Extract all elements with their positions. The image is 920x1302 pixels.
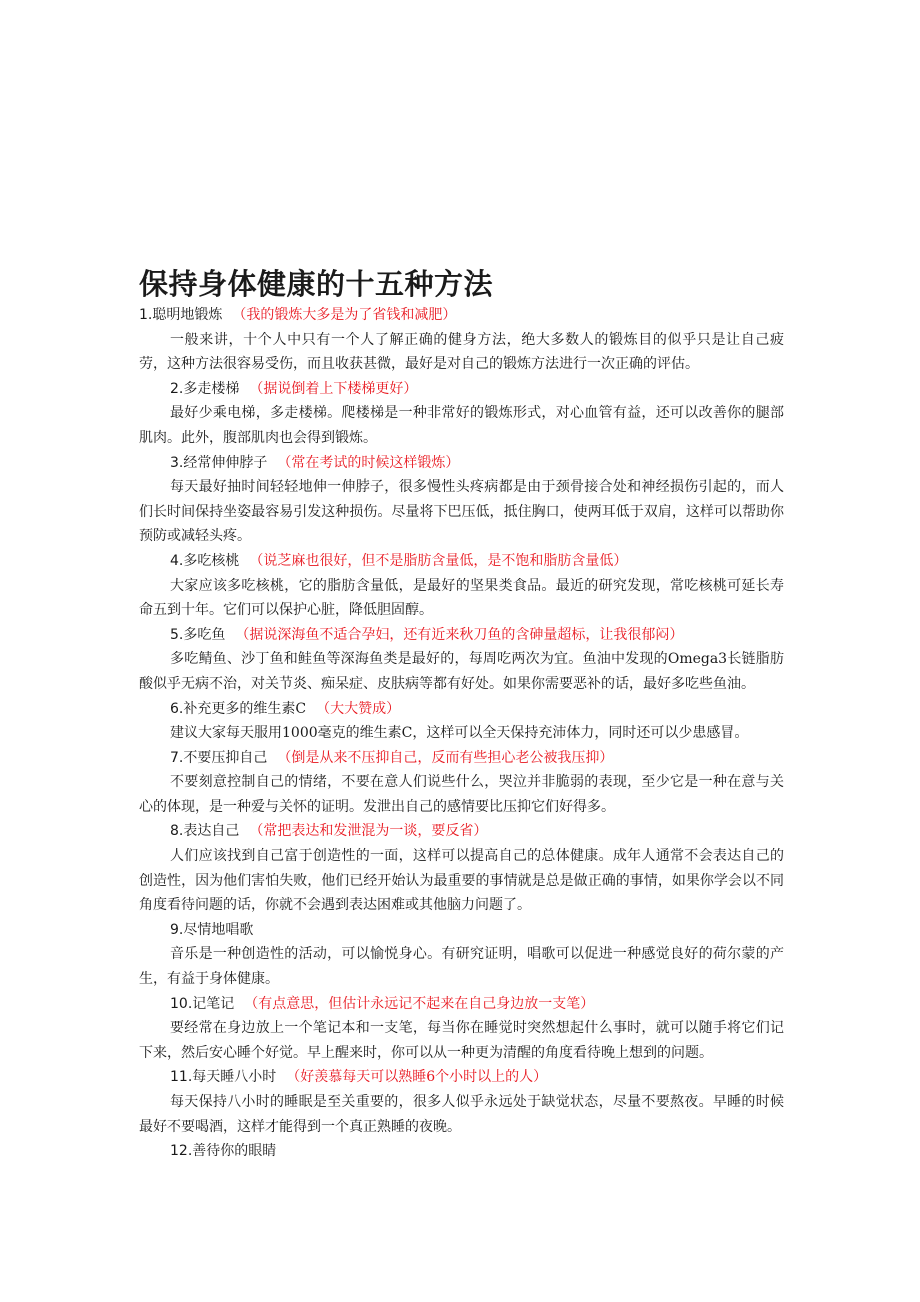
section-number: 3. <box>170 454 184 471</box>
section-heading <box>139 1065 784 1090</box>
section-paragraph: 每天保持八小时的睡眠是至关重要的，很多人似乎永远处于缺觉状态，尽量不要熬夜。早睡的时候最好不要喝酒，这样才能得到一个真正熟睡的夜晚。 <box>139 1094 784 1135</box>
section-comment: （倒是从来不压抑自己，反而有些担心老公被我压抑） <box>277 749 614 766</box>
section-paragraph: 大家应该多吃核桃，它的脂肪含量低，是最好的坚果类食品。最近的研究发现，常吃核桃可延长寿命五到十年。它们可以保护心脏，降低胆固醇。 <box>139 577 784 619</box>
section-heading <box>139 549 784 574</box>
section-heading <box>139 623 784 648</box>
section-title: 不要压抑自己 <box>183 749 268 766</box>
section-number: 7. <box>170 749 184 766</box>
section-title: 聪明地锻炼 <box>152 307 223 323</box>
section-title: 多走楼梯 <box>183 380 240 397</box>
section-heading <box>139 1139 784 1164</box>
section-paragraph: 一般来讲，十个人中只有一个人了解正确的健身方法，绝大多数人的锻炼目的似乎只是让自己疲劳，这种方法很容易受伤，而且收获甚微，最好是对自己的锻炼方法进行一次正确的评估。 <box>139 331 784 373</box>
section-number: 11. <box>170 1069 193 1086</box>
section-paragraph: 多吃鲭鱼、沙丁鱼和鲑鱼等深海鱼类是最好的，每周吃两次为宜。鱼油中发现的Omega3长链脂肪酸似乎无病不治，对关节炎、痴呆症、皮肤病等都有好处。如果你需要恶补的话，最好多吃些鱼油。 <box>139 651 784 692</box>
section-comment: （好羡慕每天可以熟睡6个小时以上的人） <box>286 1069 548 1086</box>
section-heading <box>139 918 784 943</box>
section-paragraph: 音乐是一种创造性的活动，可以愉悦身心。有研究证明，唱歌可以促进一种感觉良好的荷尔蒙的产生，有益于身体健康。 <box>139 946 784 988</box>
section-title: 善待你的眼睛 <box>192 1143 277 1160</box>
section-comment: （据说倒着上下楼梯更好） <box>249 380 418 397</box>
page-title: 保持身体健康的十五种方法 <box>139 267 494 301</box>
article-body <box>139 303 784 1164</box>
section-title: 记笔记 <box>192 995 235 1012</box>
section-comment: （大大赞成） <box>316 700 401 717</box>
section-heading <box>139 451 784 476</box>
section-title: 每天睡八小时 <box>192 1069 277 1086</box>
section-paragraph: 每天最好抽时间轻轻地伸一伸脖子，很多慢性头疼病都是由于颈骨接合处和神经损伤引起的，而人们长时间保持坐姿最容易引发这种损伤。尽量将下巴压低，抵住胸口，使两耳低于双肩，这样可以帮助你预防或减轻头疼。 <box>139 479 784 545</box>
section-title: 多吃鱼 <box>183 626 226 643</box>
section-comment: （有点意思，但估计永远记不起来在自己身边放一支笔） <box>244 995 595 1012</box>
section-number: 4. <box>170 552 184 569</box>
section-number: 9. <box>170 921 184 938</box>
section-comment: （说芝麻也很好，但不是脂肪含量低，是不饱和脂肪含量低） <box>249 552 628 569</box>
section-paragraph: 建议大家每天服用1000毫克的维生素C，这样可以全天保持充沛体力，同时还可以少患感冒。 <box>170 725 749 742</box>
section-heading <box>139 377 784 402</box>
section-number: 8. <box>170 823 184 840</box>
section-title: 多吃核桃 <box>183 552 240 569</box>
section-paragraph: 最好少乘电梯，多走楼梯。爬楼梯是一种非常好的锻炼形式，对心血管有益，还可以改善你的腿部肌肉。此外，腹部肌肉也会得到锻炼。 <box>139 405 784 446</box>
section-paragraph: 要经常在身边放上一个笔记本和一支笔，每当你在睡觉时突然想起什么事时，就可以随手将它们记下来，然后安心睡个好觉。早上醒来时，你可以从一种更为清醒的角度看待晚上想到的问题。 <box>139 1020 784 1061</box>
section-heading <box>139 697 784 722</box>
section-number: 2. <box>170 380 184 397</box>
section-paragraph: 人们应该找到自己富于创造性的一面，这样可以提高自己的总体健康。成年人通常不会表达自己的创造性，因为他们害怕失败，他们已经开始认为最重要的事情就是总是做正确的事情，如果你学会以不同角度看待问题的话，你就不会遇到表达困难或其他脑力问题了。 <box>139 848 784 914</box>
section-comment: （我的锻炼大多是为了省钱和减肥） <box>232 307 457 323</box>
section-comment: （据说深海鱼不适合孕妇，还有近来秋刀鱼的含砷量超标，让我很郁闷） <box>235 626 684 643</box>
section-title: 表达自己 <box>183 823 240 840</box>
section-title: 尽情地唱歌 <box>183 921 254 938</box>
section-number: 10. <box>170 995 193 1012</box>
section-number: 6. <box>170 700 184 717</box>
section-comment: （常在考试的时候这样锻炼） <box>277 454 460 471</box>
section-number: 1. <box>139 307 153 323</box>
section-heading <box>139 992 784 1017</box>
section-title: 补充更多的维生素C <box>183 700 307 717</box>
section-number: 5. <box>170 626 184 643</box>
section-comment: （常把表达和发泄混为一谈，要反省） <box>249 823 488 840</box>
section-title: 经常伸伸脖子 <box>183 454 268 471</box>
section-heading <box>139 819 784 844</box>
section-number: 12. <box>170 1143 193 1160</box>
section-paragraph: 不要刻意控制自己的情绪，不要在意人们说些什么，哭泣并非脆弱的表现，至少它是一种在意与关心的体现，是一种爱与关怀的证明。发泄出自己的感情要比压抑它们好得多。 <box>139 774 784 815</box>
section-heading <box>139 746 784 771</box>
section-heading <box>139 303 784 328</box>
